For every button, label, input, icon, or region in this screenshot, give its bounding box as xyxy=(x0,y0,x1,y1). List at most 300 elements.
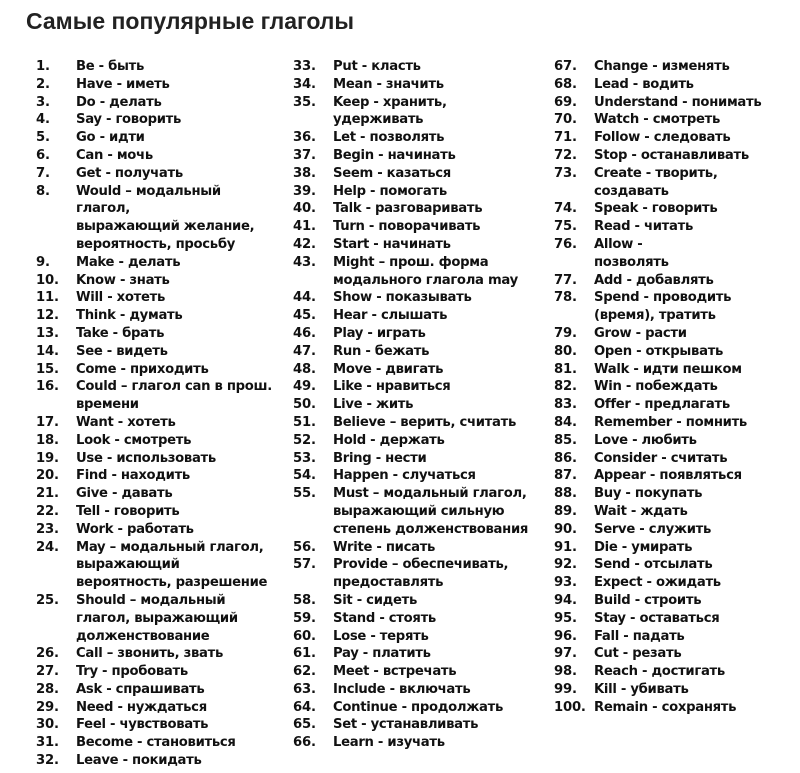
verb-number: 62. xyxy=(293,664,316,680)
verb-number: 7. xyxy=(36,165,50,181)
verb-translation xyxy=(594,272,714,290)
verb-number: 91. xyxy=(554,539,577,555)
verb-number: 57. xyxy=(293,557,316,573)
verb-number: 50. xyxy=(293,397,316,413)
verb-translation xyxy=(594,450,727,468)
verb-number: 19. xyxy=(36,450,59,466)
verb-number: 23. xyxy=(36,521,59,537)
verb-number: 89. xyxy=(554,503,577,519)
verb-item xyxy=(293,556,528,592)
verb-item xyxy=(293,396,528,414)
verb-item xyxy=(293,129,528,147)
verb-translation xyxy=(76,432,191,450)
verb-item xyxy=(554,663,761,681)
verb-translation xyxy=(594,111,720,129)
verb-translation xyxy=(76,503,179,521)
verb-item xyxy=(293,716,528,734)
verb-translation xyxy=(594,699,736,717)
verb-translation xyxy=(333,58,421,76)
verb-text-line: Meet - встречать xyxy=(333,664,457,680)
verb-number: 94. xyxy=(554,592,577,608)
verb-text-line: создавать xyxy=(594,183,669,199)
verb-translation xyxy=(76,467,190,485)
verb-number: 28. xyxy=(36,681,59,697)
verb-translation xyxy=(76,361,209,379)
verb-number: 54. xyxy=(293,468,316,484)
verb-item xyxy=(36,503,272,521)
verb-number: 60. xyxy=(293,628,316,644)
page-title: Самые популярные глаголы xyxy=(26,8,355,34)
verb-translation xyxy=(594,539,692,557)
verb-text-line: Look - смотреть xyxy=(76,432,192,448)
verb-item xyxy=(36,94,272,112)
verb-number: 10. xyxy=(36,272,59,288)
verb-item xyxy=(554,289,761,325)
verb-text-line: Continue - продолжать xyxy=(333,699,504,715)
verb-text-line: Use - использовать xyxy=(76,450,216,466)
verb-item xyxy=(36,111,272,129)
verb-item xyxy=(554,467,761,485)
verb-item xyxy=(36,467,272,485)
verb-text-line: Hold - держать xyxy=(333,432,445,448)
verb-translation xyxy=(76,76,169,94)
verb-text-line: вероятность, разрешение xyxy=(76,575,268,591)
verb-translation xyxy=(76,521,194,539)
verb-item xyxy=(36,716,272,734)
verb-number: 71. xyxy=(554,130,577,146)
verb-text-line: предоставлять xyxy=(333,575,444,591)
verb-text-line: Take - брать xyxy=(76,325,165,341)
verb-text-line: Create - творить, xyxy=(594,165,718,181)
verb-number: 78. xyxy=(554,290,577,306)
verb-number: 67. xyxy=(554,59,577,74)
verb-translation xyxy=(594,485,702,503)
verb-text-line: Start - начинать xyxy=(333,236,451,252)
verb-number: 87. xyxy=(554,468,577,484)
verb-number: 52. xyxy=(293,432,316,448)
verb-translation xyxy=(333,183,447,201)
verb-text-line: Lose - терять xyxy=(333,628,429,644)
verb-translation xyxy=(76,147,153,165)
verb-number: 35. xyxy=(293,94,316,110)
verb-text-line: Would – модальный xyxy=(76,183,221,199)
verb-text-line: Build - строить xyxy=(594,592,702,608)
verb-number: 69. xyxy=(554,94,577,110)
verb-translation xyxy=(333,467,476,485)
verb-number: 24. xyxy=(36,539,59,555)
verb-item xyxy=(554,450,761,468)
verb-number: 70. xyxy=(554,112,577,128)
verb-translation xyxy=(76,645,223,663)
verb-number: 85. xyxy=(554,432,577,448)
verb-translation xyxy=(333,236,451,254)
verb-item xyxy=(554,165,761,201)
verb-number: 99. xyxy=(554,681,577,697)
verb-number: 30. xyxy=(36,717,59,733)
verb-number: 49. xyxy=(293,379,316,395)
verb-number: 37. xyxy=(293,147,316,163)
verb-translation xyxy=(76,94,162,112)
verb-text-line: Appear - появляться xyxy=(594,468,742,484)
verb-translation xyxy=(333,254,518,290)
verb-translation xyxy=(76,752,202,770)
verb-number: 83. xyxy=(554,397,577,413)
verb-text-line: Include - включать xyxy=(333,681,471,697)
verb-item xyxy=(36,414,272,432)
verb-translation xyxy=(594,574,721,592)
verb-text-line: Leave - покидать xyxy=(76,753,202,769)
verb-text-line: Turn - поворачивать xyxy=(333,219,481,235)
verb-number: 17. xyxy=(36,414,59,430)
verb-item xyxy=(554,592,761,610)
verb-translation xyxy=(594,218,693,236)
verb-text-line: Let - позволять xyxy=(333,130,445,146)
verb-item xyxy=(293,343,528,361)
verb-translation xyxy=(333,378,450,396)
verb-translation xyxy=(76,539,267,592)
verb-translation xyxy=(333,396,413,414)
verb-number: 32. xyxy=(36,753,59,769)
verb-translation xyxy=(333,628,429,646)
verb-text-line: позволять xyxy=(594,254,669,270)
verb-number: 82. xyxy=(554,379,577,395)
verb-item xyxy=(554,236,761,272)
verb-item xyxy=(554,681,761,699)
verb-number: 40. xyxy=(293,201,316,217)
verb-text-line: Pay - платить xyxy=(333,646,431,662)
verb-item xyxy=(36,129,272,147)
verb-text-line: Should – модальный xyxy=(76,592,226,608)
verb-text-line: Come - приходить xyxy=(76,361,209,377)
verb-number: 45. xyxy=(293,308,316,324)
verb-translation xyxy=(594,681,689,699)
verb-number: 3. xyxy=(36,94,50,110)
verb-text-line: Feel - чувствовать xyxy=(76,717,209,733)
verb-number: 13. xyxy=(36,325,59,341)
verb-text-line: Add - добавлять xyxy=(594,272,714,288)
verb-item xyxy=(293,165,528,183)
verb-text-line: Go - идти xyxy=(76,130,145,146)
verb-text-line: Love - любить xyxy=(594,432,697,448)
verb-translation xyxy=(333,165,451,183)
verb-number: 34. xyxy=(293,76,316,92)
verb-text-line: Give - давать xyxy=(76,486,173,502)
verb-number: 58. xyxy=(293,592,316,608)
verb-item xyxy=(554,610,761,628)
verb-item xyxy=(293,734,528,752)
verb-translation xyxy=(76,699,207,717)
verb-text-line: Talk - разговаривать xyxy=(333,201,483,217)
verb-translation xyxy=(594,396,730,414)
verb-text-line: Spend - проводить xyxy=(594,290,732,306)
verb-number: 14. xyxy=(36,343,59,359)
verb-item xyxy=(36,272,272,290)
verb-text-line: Try - пробовать xyxy=(76,664,188,680)
verb-text-line: Believe – верить, считать xyxy=(333,414,516,430)
verb-item xyxy=(293,325,528,343)
verb-text-line: Find - находить xyxy=(76,468,190,484)
verb-item xyxy=(36,485,272,503)
verb-translation xyxy=(594,325,687,343)
verb-item xyxy=(554,556,761,574)
verb-column-2 xyxy=(293,58,528,752)
verb-item xyxy=(293,200,528,218)
verb-item xyxy=(554,147,761,165)
verb-text-line: Need - нуждаться xyxy=(76,699,207,715)
verb-translation xyxy=(333,414,516,432)
verb-number: 59. xyxy=(293,610,316,626)
verb-text-line: Know - знать xyxy=(76,272,170,288)
verb-text-line: выражающий сильную xyxy=(333,503,505,519)
verb-item xyxy=(36,307,272,325)
verb-item xyxy=(36,76,272,94)
verb-number: 79. xyxy=(554,325,577,341)
verb-item xyxy=(554,325,761,343)
verb-text-line: Stay - оставаться xyxy=(594,610,720,626)
verb-translation xyxy=(594,94,761,112)
verb-text-line: Ask - спрашивать xyxy=(76,681,205,697)
verb-text-line: Be - быть xyxy=(76,59,145,74)
verb-number: 16. xyxy=(36,379,59,395)
verb-text-line: Watch - смотреть xyxy=(594,112,721,128)
verb-translation xyxy=(594,361,742,379)
verb-number: 36. xyxy=(293,130,316,146)
verb-text-line: Could – глагол can в прош. xyxy=(76,379,272,395)
verb-number: 75. xyxy=(554,219,577,235)
verb-number: 65. xyxy=(293,717,316,733)
verb-column-3 xyxy=(554,58,761,716)
verb-translation xyxy=(333,147,456,165)
verb-text-line: глагол, xyxy=(76,201,130,217)
verb-translation xyxy=(333,556,508,592)
verb-text-line: (время), тратить xyxy=(594,308,716,324)
verb-number: 41. xyxy=(293,219,316,235)
verb-item xyxy=(554,432,761,450)
verb-translation xyxy=(594,556,712,574)
verb-item xyxy=(293,610,528,628)
verb-text-line: Buy - покупать xyxy=(594,486,703,502)
verb-translation xyxy=(333,734,445,752)
verb-item xyxy=(293,432,528,450)
verb-translation xyxy=(594,378,718,396)
verb-number: 76. xyxy=(554,236,577,252)
verb-number: 26. xyxy=(36,646,59,662)
verb-translation xyxy=(333,325,425,343)
verb-item xyxy=(293,450,528,468)
verb-item xyxy=(36,734,272,752)
verb-text-line: удерживать xyxy=(333,112,424,128)
verb-item xyxy=(293,628,528,646)
verb-translation xyxy=(594,503,688,521)
verb-item xyxy=(554,628,761,646)
verb-translation xyxy=(333,218,480,236)
verb-translation xyxy=(76,681,204,699)
verb-item xyxy=(554,343,761,361)
verb-text-line: Die - умирать xyxy=(594,539,693,555)
verb-text-line: вероятность, просьбу xyxy=(76,236,236,252)
verb-translation xyxy=(76,289,165,307)
verb-text-line: Call – звонить, звать xyxy=(76,646,223,662)
verb-item xyxy=(554,94,761,112)
verb-item xyxy=(554,76,761,94)
verb-item xyxy=(36,539,272,592)
verb-number: 4. xyxy=(36,112,50,128)
verb-number: 20. xyxy=(36,468,59,484)
verb-number: 96. xyxy=(554,628,577,644)
verb-item xyxy=(36,645,272,663)
verb-text-line: времени xyxy=(76,397,139,413)
verb-number: 64. xyxy=(293,699,316,715)
verb-number: 1. xyxy=(36,59,50,74)
verb-text-line: Lead - водить xyxy=(594,76,694,92)
verb-number: 63. xyxy=(293,681,316,697)
verb-translation xyxy=(76,592,238,645)
verb-translation xyxy=(594,147,749,165)
verb-translation xyxy=(594,628,684,646)
verb-number: 25. xyxy=(36,592,59,608)
verb-translation xyxy=(333,539,435,557)
verb-text-line: Think - думать xyxy=(76,308,183,324)
verb-text-line: Bring - нести xyxy=(333,450,427,466)
verb-text-line: Open - открывать xyxy=(594,343,724,359)
verb-text-line: Make - делать xyxy=(76,254,181,270)
verb-translation xyxy=(76,272,170,290)
verb-item xyxy=(293,76,528,94)
verb-text-line: Help - помогать xyxy=(333,183,447,199)
verb-item xyxy=(36,325,272,343)
verb-translation xyxy=(76,325,164,343)
verb-number: 77. xyxy=(554,272,577,288)
verb-translation xyxy=(76,129,145,147)
verb-item xyxy=(554,485,761,503)
verb-item xyxy=(293,254,528,290)
verb-text-line: Write - писать xyxy=(333,539,436,555)
verb-text-line: глагол, выражающий xyxy=(76,610,238,626)
verb-text-line: Do - делать xyxy=(76,94,162,110)
verb-number: 2. xyxy=(36,76,50,92)
verb-text-line: Seem - казаться xyxy=(333,165,451,181)
verb-text-line: Mean - значить xyxy=(333,76,444,92)
verb-text-line: Work - работать xyxy=(76,521,194,537)
verb-text-line: выражающий желание, xyxy=(76,219,255,235)
verb-item xyxy=(36,254,272,272)
verb-translation xyxy=(594,200,717,218)
verb-item xyxy=(554,414,761,432)
verb-translation xyxy=(333,450,426,468)
verb-number: 86. xyxy=(554,450,577,466)
verb-item xyxy=(293,485,528,538)
verb-translation xyxy=(594,58,729,76)
verb-translation xyxy=(594,129,730,147)
verb-text-line: Win - побеждать xyxy=(594,379,718,395)
verb-text-line: May – модальный глагол, xyxy=(76,539,264,555)
verb-item xyxy=(36,432,272,450)
verb-text-line: Set - устанавливать xyxy=(333,717,479,733)
verb-number: 18. xyxy=(36,432,59,448)
verb-translation xyxy=(76,414,176,432)
verb-item xyxy=(293,681,528,699)
verb-translation xyxy=(333,289,472,307)
verb-item xyxy=(36,378,272,414)
verb-translation xyxy=(594,76,694,94)
verb-text-line: Walk - идти пешком xyxy=(594,361,742,377)
verb-text-line: Have - иметь xyxy=(76,76,170,92)
verb-text-line: Live - жить xyxy=(333,397,414,413)
verb-number: 72. xyxy=(554,147,577,163)
verb-translation xyxy=(594,289,731,325)
verb-translation xyxy=(76,165,183,183)
verb-item xyxy=(36,521,272,539)
verb-item xyxy=(293,218,528,236)
verb-item xyxy=(554,200,761,218)
verb-item xyxy=(293,94,528,130)
verb-number: 68. xyxy=(554,76,577,92)
verb-translation xyxy=(333,699,503,717)
verb-text-line: Kill - убивать xyxy=(594,681,689,697)
verb-text-line: Change - изменять xyxy=(594,59,730,74)
verb-translation xyxy=(76,734,236,752)
verb-item xyxy=(36,681,272,699)
verb-number: 29. xyxy=(36,699,59,715)
verb-item xyxy=(293,467,528,485)
verb-item xyxy=(293,183,528,201)
verb-number: 47. xyxy=(293,343,316,359)
verb-translation xyxy=(333,681,470,699)
verb-number: 22. xyxy=(36,503,59,519)
verb-translation xyxy=(76,58,144,76)
verb-column-1 xyxy=(36,58,272,770)
verb-number: 61. xyxy=(293,646,316,662)
verb-number: 84. xyxy=(554,414,577,430)
verb-translation xyxy=(76,111,181,129)
verb-item xyxy=(554,521,761,539)
verb-translation xyxy=(76,183,254,254)
verb-text-line: Tell - говорить xyxy=(76,503,180,519)
verb-text-line: Offer - предлагать xyxy=(594,397,730,413)
verb-number: 90. xyxy=(554,521,577,537)
verb-translation xyxy=(333,663,456,681)
verb-text-line: Cut - резать xyxy=(594,646,682,662)
verb-translation xyxy=(76,716,208,734)
verb-text-line: модального глагола may xyxy=(333,272,518,288)
verb-text-line: Hear - слышать xyxy=(333,308,448,324)
verb-text-line: Sit - сидеть xyxy=(333,592,418,608)
verb-item xyxy=(36,592,272,645)
verb-translation xyxy=(333,432,445,450)
verb-number: 100. xyxy=(554,699,586,715)
verb-number: 31. xyxy=(36,735,59,751)
verb-translation xyxy=(76,378,272,414)
verb-text-line: Like - нравиться xyxy=(333,379,451,395)
verb-translation xyxy=(594,521,711,539)
verb-number: 51. xyxy=(293,414,316,430)
verb-text-line: Stand - стоять xyxy=(333,610,436,626)
verb-text-line: Show - показывать xyxy=(333,290,472,306)
verb-number: 73. xyxy=(554,165,577,181)
verb-item xyxy=(36,361,272,379)
verb-text-line: долженствование xyxy=(76,628,210,644)
verb-number: 92. xyxy=(554,557,577,573)
verb-item xyxy=(36,699,272,717)
verb-item xyxy=(36,343,272,361)
verb-number: 38. xyxy=(293,165,316,181)
verb-translation xyxy=(594,432,697,450)
verb-number: 97. xyxy=(554,646,577,662)
verb-translation xyxy=(594,592,701,610)
verb-translation xyxy=(76,254,180,272)
verb-item xyxy=(36,450,272,468)
verb-item xyxy=(554,111,761,129)
